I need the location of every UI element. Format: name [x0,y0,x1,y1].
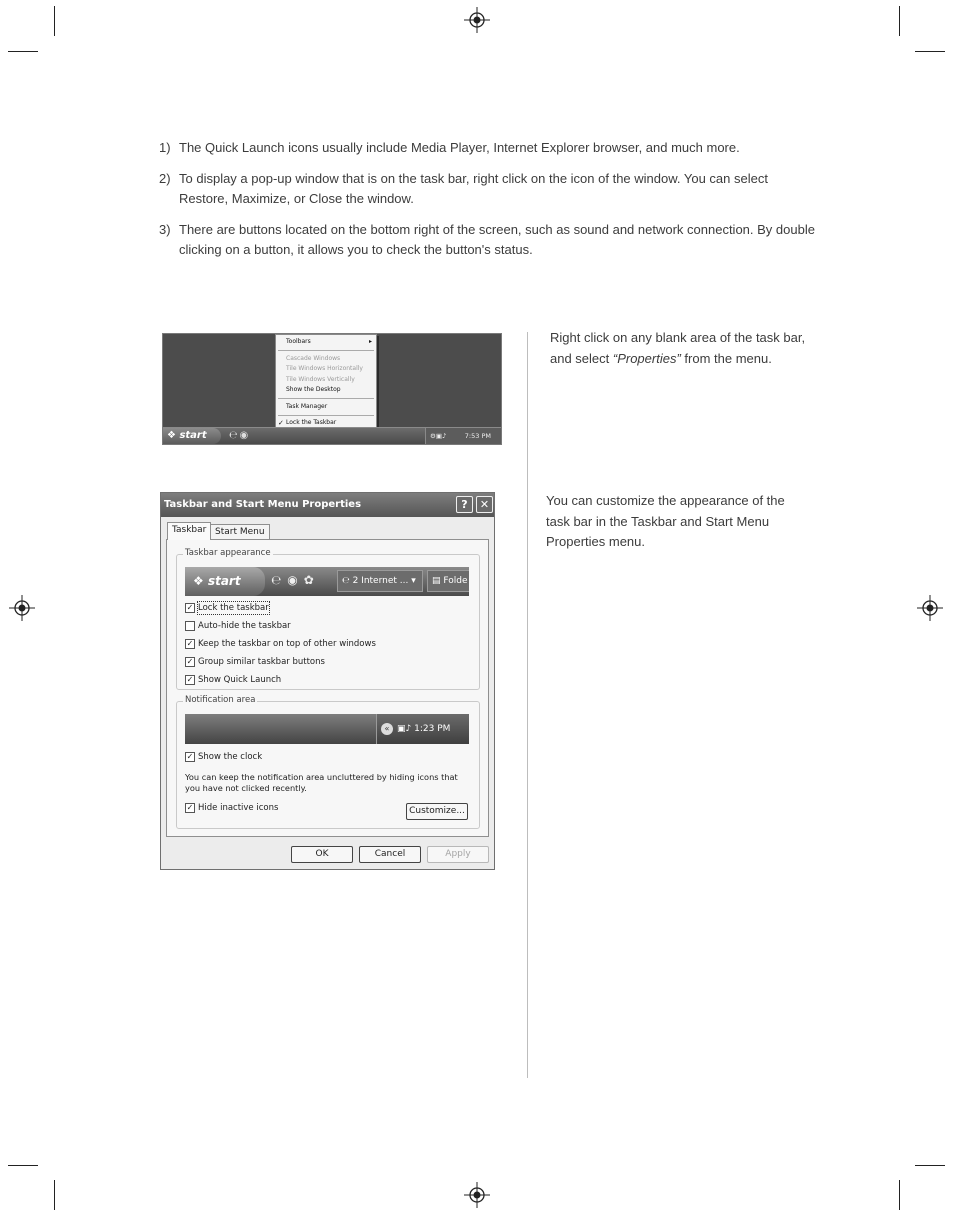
menu-item-label: Lock the Taskbar [286,419,337,426]
step-text: The Quick Launch icons usually include Media Player, Internet Explorer browser, and much more. [179,140,740,155]
media-player-icon[interactable]: ◉ [239,430,251,441]
option-label: Auto-hide the taskbar [198,621,291,631]
customize-button[interactable]: Customize... [406,803,468,820]
windows-logo-icon: ❖ [193,574,204,588]
submenu-arrow-icon: ▸ [368,338,372,345]
registration-mark-icon [464,1182,490,1208]
menu-separator [278,350,374,351]
menu-item-toolbars[interactable] [276,337,376,348]
tab-panel [166,539,489,837]
step-text: There are buttons located on the bottom right of the screen, such as sound and network connection. By double clicking on a button, it allows you to check the button's status. [179,222,815,257]
preview-start-button [185,567,265,596]
preview-task-internet [337,570,423,592]
checkbox-auto-hide[interactable] [185,621,195,631]
tab-taskbar[interactable]: Taskbar [167,522,211,540]
dialog-title: Taskbar and Start Menu Properties [164,499,362,510]
notification-preview [185,714,469,744]
caption-right-click [550,328,825,369]
taskbar-preview [185,567,469,596]
crop-mark [915,51,945,52]
notification-area-group [176,695,480,829]
checkbox-group-buttons[interactable]: ✓ [186,657,194,666]
windows-logo-icon: ❖ [167,430,176,441]
check-icon: ✓ [278,419,284,427]
crop-mark [915,1165,945,1166]
checkbox-hide-inactive[interactable]: ✓ [186,803,194,812]
folder-icon: ▤ [432,576,441,586]
menu-item-tile-vertical: Tile Windows Vertically [286,375,355,383]
menu-item-cascade: Cascade Windows [286,354,341,362]
option-quick-launch[interactable] [185,673,281,687]
preview-start-label: start [207,574,241,588]
preview-quick-launch [271,573,320,587]
preview-tray [376,714,469,744]
checkbox-quick-launch[interactable]: ✓ [186,675,194,684]
close-button[interactable]: ✕ [476,496,493,513]
registration-mark-icon [9,595,35,621]
option-show-clock[interactable] [185,750,262,764]
option-label: Show the clock [198,752,263,762]
registration-mark-icon [464,7,490,33]
step-number: 1) [159,140,171,155]
notification-description: You can keep the notification area uncluttered by hiding icons that you have not clicked recently. [185,772,458,793]
group-label: Taskbar appearance [185,548,271,558]
tab-start-menu[interactable]: Start Menu [210,524,270,540]
option-hide-inactive[interactable] [185,801,278,815]
checkbox-show-clock[interactable]: ✓ [186,752,194,761]
list-item [159,169,819,209]
start-label: start [179,430,207,441]
messenger-icon: ✿ [303,573,320,587]
list-item [159,138,819,158]
taskbar [163,427,501,444]
menu-item-tile-horizontal: Tile Windows Horizontally [286,365,363,372]
preview-task-folder [427,570,469,592]
caption-emphasis: “Properties” [612,350,681,366]
option-lock-taskbar[interactable] [185,601,269,615]
option-group-buttons[interactable] [185,655,325,669]
media-player-icon: ◉ [287,573,304,587]
step-number: 2) [159,171,171,186]
dialog-title-bar [161,493,494,517]
preview-task-label: 2 Internet ... [352,576,409,586]
menu-separator [278,398,374,399]
context-menu [275,334,377,440]
crop-mark [899,1180,900,1210]
menu-separator [278,415,374,416]
crop-mark [8,51,38,52]
column-divider [527,332,528,1078]
preview-task-label: Folde [443,576,468,586]
list-item [159,220,819,260]
start-button[interactable] [163,428,221,444]
taskbar-menu-screenshot [162,333,502,445]
option-keep-on-top[interactable] [185,637,376,651]
crop-mark [899,6,900,36]
cancel-button[interactable]: Cancel [359,846,421,863]
crop-mark [8,1165,38,1166]
option-label: Hide inactive icons [198,803,279,813]
taskbar-appearance-group [176,548,480,690]
option-label: Group similar taskbar buttons [198,657,325,667]
tray-clock: 7:53 PM [464,432,491,440]
group-label: Notification area [185,695,256,705]
system-tray [425,428,501,444]
apply-button: Apply [427,846,489,863]
option-label: Show Quick Launch [198,675,282,685]
option-label: Keep the taskbar on top of other windows [198,639,376,649]
registration-mark-icon [917,595,943,621]
step-text: To display a pop-up window that is on the task bar, right click on the icon of the window. You can select Restore, Maximize, or Close the window. [179,171,768,206]
internet-explorer-icon: ℮ [271,573,288,587]
internet-explorer-icon: ℮ [342,576,350,586]
checkbox-lock-taskbar[interactable]: ✓ [186,603,194,612]
menu-item-label: Toolbars [286,338,311,345]
step-number: 3) [159,222,171,237]
ok-button[interactable]: OK [291,846,353,863]
preview-clock: 1:23 PM [414,724,451,734]
caption-text: Right click on any blank area of the task bar, and select [550,330,806,366]
help-button[interactable]: ? [456,496,473,513]
checkbox-keep-on-top[interactable]: ✓ [186,639,194,648]
quick-launch [229,430,250,441]
properties-dialog-screenshot [160,492,495,870]
tray-icons[interactable]: ⚙▣♪ [430,432,447,440]
option-auto-hide[interactable] [185,619,291,633]
chevron-left-icon: « [381,723,393,735]
menu-item-show-desktop[interactable]: Show the Desktop [286,386,341,393]
caption-customize: You can customize the appearance of the task bar in the Taskbar and Start Menu Properties menu. [546,493,785,549]
menu-item-task-manager[interactable]: Task Manager [286,402,328,410]
crop-mark [54,6,55,36]
dropdown-arrow-icon: ▾ [411,576,416,586]
tray-icons: ▣♪ [397,724,412,734]
crop-mark [54,1180,55,1210]
option-label: Lock the taskbar [198,603,269,613]
caption-text: from the menu. [680,350,772,366]
steps-list [159,138,819,271]
internet-explorer-icon[interactable]: ℮ [229,430,240,441]
